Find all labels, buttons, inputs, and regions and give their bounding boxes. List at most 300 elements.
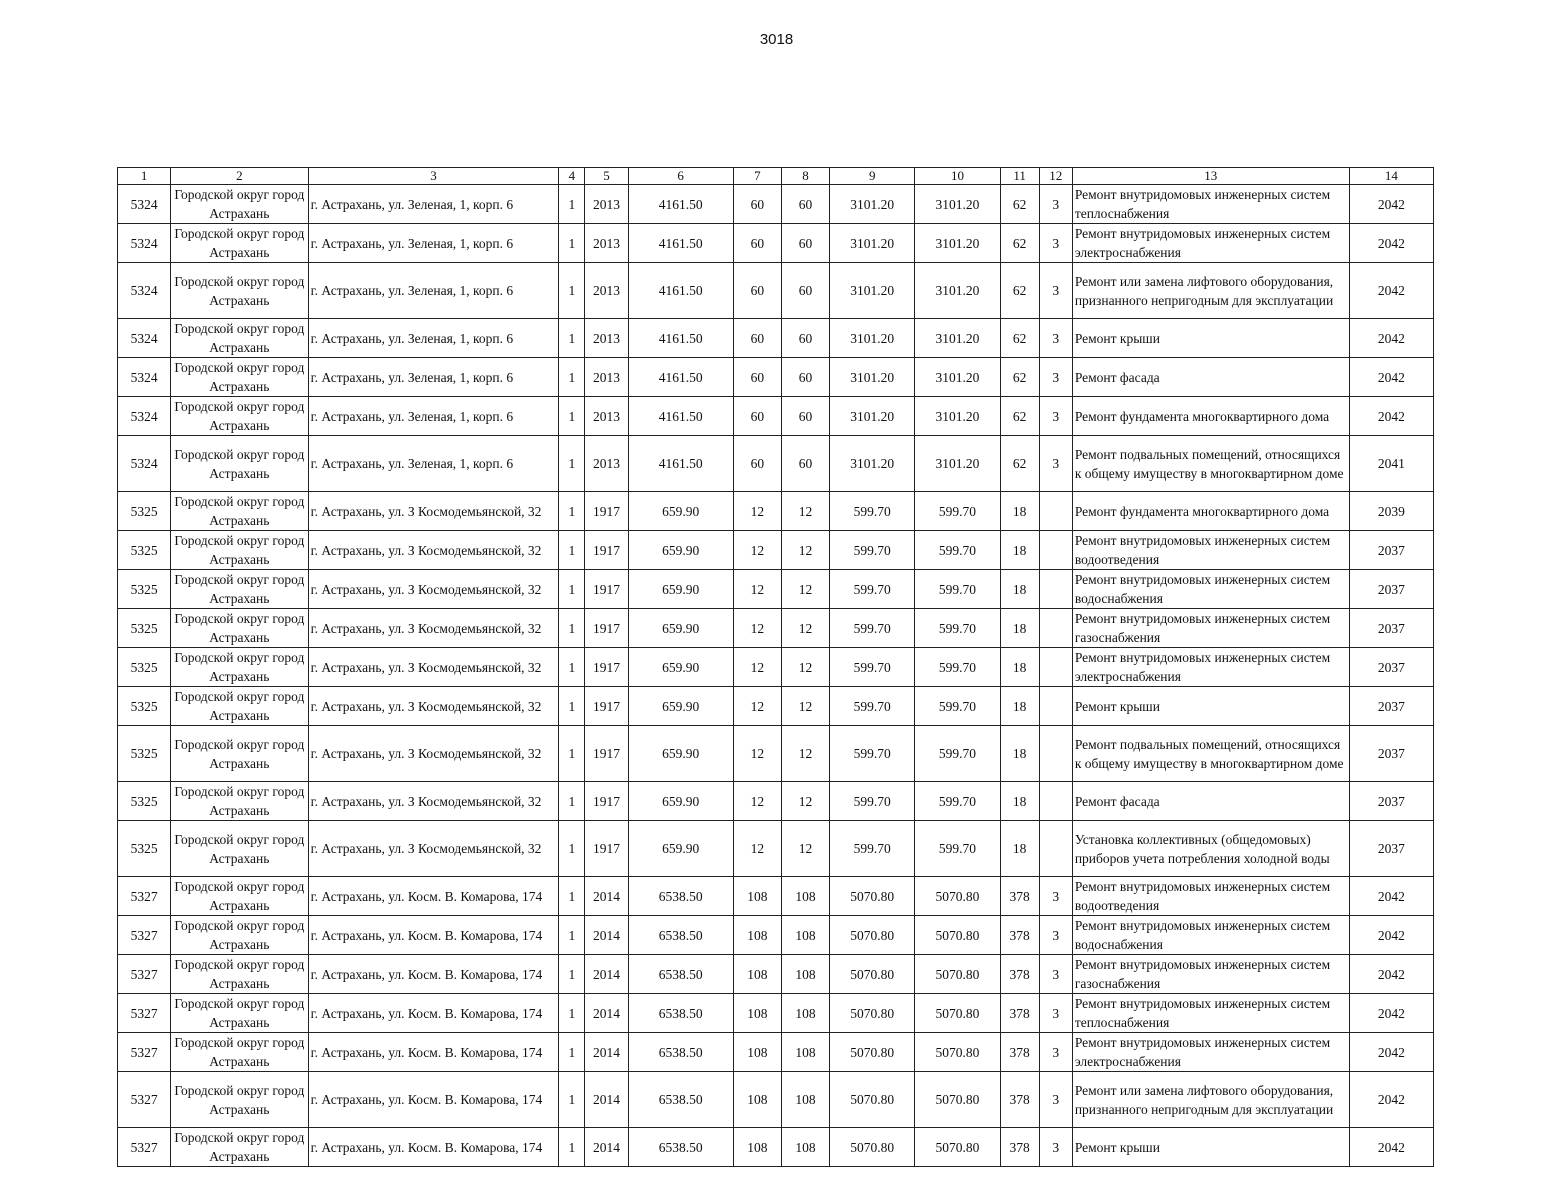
col8-cell: 12 [781, 782, 829, 821]
col8-cell: 60 [781, 224, 829, 263]
col8-cell: 108 [781, 994, 829, 1033]
col4-cell: 1 [559, 397, 585, 436]
column-header: 9 [830, 168, 915, 185]
address-cell: г. Астрахань, ул. З Космодемьянской, 32 [308, 531, 559, 570]
column-header: 1 [118, 168, 171, 185]
address-cell: г. Астрахань, ул. З Космодемьянской, 32 [308, 821, 559, 877]
column-header: 2 [171, 168, 308, 185]
table-row [118, 263, 1434, 319]
col11-cell: 62 [1000, 319, 1039, 358]
record-id-cell: 5325 [118, 570, 171, 609]
column-header: 5 [585, 168, 628, 185]
col8-cell: 12 [781, 648, 829, 687]
col12-cell: 3 [1039, 1072, 1072, 1128]
area-cell: 6538.50 [628, 994, 733, 1033]
table-row [118, 1033, 1434, 1072]
col12-cell: 3 [1039, 319, 1072, 358]
col9-cell: 5070.80 [830, 877, 915, 916]
col9-cell: 3101.20 [830, 358, 915, 397]
address-cell: г. Астрахань, ул. Косм. В. Комарова, 174 [308, 877, 559, 916]
col7-cell: 12 [733, 570, 781, 609]
page-number: 3018 [759, 31, 794, 48]
address-cell: г. Астрахань, ул. Зеленая, 1, корп. 6 [308, 224, 559, 263]
col12-cell [1039, 726, 1072, 782]
year-cell: 1917 [585, 782, 628, 821]
table-row [118, 1072, 1434, 1128]
col4-cell: 1 [559, 994, 585, 1033]
record-id-cell: 5327 [118, 1072, 171, 1128]
col7-cell: 108 [733, 1072, 781, 1128]
municipality-cell: Городской округ город Астрахань [171, 648, 308, 687]
col7-cell: 12 [733, 726, 781, 782]
plan-year-cell: 2037 [1349, 782, 1433, 821]
col12-cell: 3 [1039, 916, 1072, 955]
col8-cell: 108 [781, 1128, 829, 1167]
area-cell: 4161.50 [628, 397, 733, 436]
work-type-cell: Ремонт фасада [1072, 358, 1349, 397]
col8-cell: 12 [781, 726, 829, 782]
col12-cell [1039, 782, 1072, 821]
address-cell: г. Астрахань, ул. Зеленая, 1, корп. 6 [308, 185, 559, 224]
col4-cell: 1 [559, 436, 585, 492]
plan-year-cell: 2042 [1349, 1033, 1433, 1072]
col12-cell: 3 [1039, 1128, 1072, 1167]
col7-cell: 12 [733, 782, 781, 821]
col8-cell: 12 [781, 821, 829, 877]
col11-cell: 18 [1000, 726, 1039, 782]
address-cell: г. Астрахань, ул. Косм. В. Комарова, 174 [308, 1033, 559, 1072]
table-row [118, 224, 1434, 263]
col4-cell: 1 [559, 648, 585, 687]
record-id-cell: 5324 [118, 319, 171, 358]
column-header: 12 [1039, 168, 1072, 185]
work-type-cell: Ремонт фундамента многоквартирного дома [1072, 397, 1349, 436]
col9-cell: 5070.80 [830, 1072, 915, 1128]
col4-cell: 1 [559, 492, 585, 531]
col12-cell: 3 [1039, 397, 1072, 436]
plan-year-cell: 2042 [1349, 358, 1433, 397]
col8-cell: 108 [781, 1072, 829, 1128]
address-cell: г. Астрахань, ул. З Космодемьянской, 32 [308, 782, 559, 821]
work-type-cell: Ремонт крыши [1072, 319, 1349, 358]
col10-cell: 3101.20 [915, 319, 1000, 358]
col4-cell: 1 [559, 687, 585, 726]
municipality-cell: Городской округ город Астрахань [171, 570, 308, 609]
col8-cell: 108 [781, 877, 829, 916]
col12-cell [1039, 687, 1072, 726]
table-row [118, 994, 1434, 1033]
record-id-cell: 5325 [118, 687, 171, 726]
col12-cell [1039, 531, 1072, 570]
plan-year-cell: 2042 [1349, 994, 1433, 1033]
table-row [118, 1128, 1434, 1167]
col9-cell: 599.70 [830, 570, 915, 609]
plan-year-cell: 2037 [1349, 648, 1433, 687]
col4-cell: 1 [559, 955, 585, 994]
col4-cell: 1 [559, 726, 585, 782]
col4-cell: 1 [559, 319, 585, 358]
municipality-cell: Городской округ город Астрахань [171, 397, 308, 436]
record-id-cell: 5327 [118, 877, 171, 916]
col10-cell: 599.70 [915, 687, 1000, 726]
col9-cell: 5070.80 [830, 994, 915, 1033]
municipality-cell: Городской округ город Астрахань [171, 687, 308, 726]
col9-cell: 3101.20 [830, 436, 915, 492]
municipality-cell: Городской округ город Астрахань [171, 492, 308, 531]
col11-cell: 62 [1000, 185, 1039, 224]
col8-cell: 12 [781, 531, 829, 570]
address-cell: г. Астрахань, ул. Косм. В. Комарова, 174 [308, 916, 559, 955]
address-cell: г. Астрахань, ул. З Космодемьянской, 32 [308, 687, 559, 726]
year-cell: 1917 [585, 492, 628, 531]
col7-cell: 60 [733, 436, 781, 492]
col10-cell: 5070.80 [915, 1033, 1000, 1072]
plan-year-cell: 2039 [1349, 492, 1433, 531]
table-row [118, 570, 1434, 609]
col11-cell: 62 [1000, 358, 1039, 397]
record-id-cell: 5325 [118, 726, 171, 782]
area-cell: 659.90 [628, 687, 733, 726]
area-cell: 4161.50 [628, 224, 733, 263]
record-id-cell: 5324 [118, 397, 171, 436]
col7-cell: 60 [733, 358, 781, 397]
col7-cell: 60 [733, 319, 781, 358]
col8-cell: 12 [781, 687, 829, 726]
col10-cell: 599.70 [915, 821, 1000, 877]
year-cell: 2013 [585, 263, 628, 319]
col9-cell: 599.70 [830, 782, 915, 821]
work-type-cell: Ремонт внутридомовых инженерных систем электроснабжения [1072, 648, 1349, 687]
table-body [118, 185, 1434, 1167]
col12-cell: 3 [1039, 877, 1072, 916]
address-cell: г. Астрахань, ул. Зеленая, 1, корп. 6 [308, 358, 559, 397]
col4-cell: 1 [559, 224, 585, 263]
column-header: 8 [781, 168, 829, 185]
work-type-cell: Ремонт внутридомовых инженерных систем водоотведения [1072, 877, 1349, 916]
col7-cell: 12 [733, 648, 781, 687]
work-type-cell: Ремонт внутридомовых инженерных систем теплоснабжения [1072, 185, 1349, 224]
address-cell: г. Астрахань, ул. Косм. В. Комарова, 174 [308, 994, 559, 1033]
col4-cell: 1 [559, 782, 585, 821]
col7-cell: 108 [733, 877, 781, 916]
area-cell: 4161.50 [628, 436, 733, 492]
col10-cell: 3101.20 [915, 263, 1000, 319]
col8-cell: 108 [781, 955, 829, 994]
year-cell: 2014 [585, 877, 628, 916]
work-type-cell: Ремонт внутридомовых инженерных систем водоснабжения [1072, 570, 1349, 609]
col12-cell [1039, 821, 1072, 877]
municipality-cell: Городской округ город Астрахань [171, 955, 308, 994]
plan-year-cell: 2037 [1349, 531, 1433, 570]
col10-cell: 599.70 [915, 570, 1000, 609]
col7-cell: 60 [733, 224, 781, 263]
col11-cell: 62 [1000, 263, 1039, 319]
area-cell: 659.90 [628, 609, 733, 648]
col4-cell: 1 [559, 531, 585, 570]
col9-cell: 599.70 [830, 531, 915, 570]
work-type-cell: Ремонт крыши [1072, 1128, 1349, 1167]
address-cell: г. Астрахань, ул. З Космодемьянской, 32 [308, 492, 559, 531]
col9-cell: 3101.20 [830, 185, 915, 224]
col7-cell: 60 [733, 185, 781, 224]
year-cell: 2014 [585, 1033, 628, 1072]
table-row [118, 358, 1434, 397]
col9-cell: 3101.20 [830, 319, 915, 358]
address-cell: г. Астрахань, ул. Зеленая, 1, корп. 6 [308, 319, 559, 358]
plan-year-cell: 2037 [1349, 687, 1433, 726]
col10-cell: 599.70 [915, 782, 1000, 821]
col9-cell: 599.70 [830, 726, 915, 782]
record-id-cell: 5325 [118, 492, 171, 531]
record-id-cell: 5327 [118, 955, 171, 994]
col7-cell: 108 [733, 1033, 781, 1072]
col8-cell: 12 [781, 570, 829, 609]
col10-cell: 3101.20 [915, 397, 1000, 436]
record-id-cell: 5324 [118, 185, 171, 224]
col9-cell: 599.70 [830, 821, 915, 877]
municipality-cell: Городской округ город Астрахань [171, 916, 308, 955]
table-row [118, 877, 1434, 916]
column-header: 3 [308, 168, 559, 185]
municipality-cell: Городской округ город Астрахань [171, 782, 308, 821]
col11-cell: 378 [1000, 1072, 1039, 1128]
year-cell: 1917 [585, 648, 628, 687]
col10-cell: 599.70 [915, 531, 1000, 570]
plan-year-cell: 2042 [1349, 319, 1433, 358]
work-type-cell: Ремонт фасада [1072, 782, 1349, 821]
col11-cell: 18 [1000, 492, 1039, 531]
col7-cell: 12 [733, 821, 781, 877]
work-type-cell: Ремонт внутридомовых инженерных систем газоснабжения [1072, 955, 1349, 994]
year-cell: 1917 [585, 609, 628, 648]
col7-cell: 108 [733, 955, 781, 994]
col4-cell: 1 [559, 1072, 585, 1128]
table-row [118, 782, 1434, 821]
col7-cell: 12 [733, 687, 781, 726]
municipality-cell: Городской округ город Астрахань [171, 319, 308, 358]
work-type-cell: Ремонт внутридомовых инженерных систем теплоснабжения [1072, 994, 1349, 1033]
col10-cell: 5070.80 [915, 994, 1000, 1033]
record-id-cell: 5327 [118, 1033, 171, 1072]
municipality-cell: Городской округ город Астрахань [171, 224, 308, 263]
col9-cell: 3101.20 [830, 224, 915, 263]
table-row [118, 397, 1434, 436]
year-cell: 2014 [585, 994, 628, 1033]
plan-year-cell: 2042 [1349, 916, 1433, 955]
area-cell: 4161.50 [628, 185, 733, 224]
col9-cell: 3101.20 [830, 397, 915, 436]
year-cell: 2013 [585, 397, 628, 436]
area-cell: 6538.50 [628, 1072, 733, 1128]
col11-cell: 18 [1000, 782, 1039, 821]
year-cell: 2013 [585, 358, 628, 397]
plan-year-cell: 2037 [1349, 821, 1433, 877]
col11-cell: 62 [1000, 436, 1039, 492]
work-type-cell: Ремонт или замена лифтового оборудования, признанного непригодным для эксплуатации [1072, 263, 1349, 319]
col12-cell [1039, 648, 1072, 687]
col11-cell: 18 [1000, 570, 1039, 609]
municipality-cell: Городской округ город Астрахань [171, 185, 308, 224]
col10-cell: 3101.20 [915, 436, 1000, 492]
col9-cell: 5070.80 [830, 955, 915, 994]
col11-cell: 18 [1000, 821, 1039, 877]
col12-cell: 3 [1039, 185, 1072, 224]
work-type-cell: Ремонт крыши [1072, 687, 1349, 726]
table-row [118, 821, 1434, 877]
municipality-cell: Городской округ город Астрахань [171, 1033, 308, 1072]
col4-cell: 1 [559, 877, 585, 916]
area-cell: 659.90 [628, 531, 733, 570]
record-id-cell: 5327 [118, 994, 171, 1033]
municipality-cell: Городской округ город Астрахань [171, 263, 308, 319]
col11-cell: 18 [1000, 609, 1039, 648]
col8-cell: 60 [781, 319, 829, 358]
column-header: 7 [733, 168, 781, 185]
col10-cell: 599.70 [915, 726, 1000, 782]
year-cell: 2013 [585, 224, 628, 263]
plan-year-cell: 2042 [1349, 185, 1433, 224]
record-id-cell: 5327 [118, 916, 171, 955]
area-cell: 659.90 [628, 726, 733, 782]
municipality-cell: Городской округ город Астрахань [171, 726, 308, 782]
col7-cell: 12 [733, 492, 781, 531]
work-type-cell: Ремонт внутридомовых инженерных систем электроснабжения [1072, 1033, 1349, 1072]
col10-cell: 5070.80 [915, 877, 1000, 916]
col4-cell: 1 [559, 358, 585, 397]
work-type-cell: Ремонт подвальных помещений, относящихся к общему имуществу в многоквартирном доме [1072, 726, 1349, 782]
col10-cell: 5070.80 [915, 916, 1000, 955]
col9-cell: 5070.80 [830, 916, 915, 955]
repair-program-table [117, 167, 1434, 1167]
col12-cell [1039, 492, 1072, 531]
col11-cell: 378 [1000, 877, 1039, 916]
col4-cell: 1 [559, 821, 585, 877]
year-cell: 2014 [585, 916, 628, 955]
col8-cell: 60 [781, 185, 829, 224]
col8-cell: 60 [781, 397, 829, 436]
record-id-cell: 5324 [118, 436, 171, 492]
area-cell: 4161.50 [628, 319, 733, 358]
col10-cell: 3101.20 [915, 358, 1000, 397]
table-row [118, 492, 1434, 531]
column-header: 10 [915, 168, 1000, 185]
col11-cell: 62 [1000, 397, 1039, 436]
col12-cell: 3 [1039, 358, 1072, 397]
col10-cell: 3101.20 [915, 185, 1000, 224]
plan-year-cell: 2037 [1349, 570, 1433, 609]
col7-cell: 108 [733, 994, 781, 1033]
plan-year-cell: 2041 [1349, 436, 1433, 492]
municipality-cell: Городской округ город Астрахань [171, 877, 308, 916]
plan-year-cell: 2042 [1349, 877, 1433, 916]
address-cell: г. Астрахань, ул. З Космодемьянской, 32 [308, 726, 559, 782]
record-id-cell: 5324 [118, 224, 171, 263]
work-type-cell: Установка коллективных (общедомовых) приборов учета потребления холодной воды [1072, 821, 1349, 877]
col10-cell: 599.70 [915, 648, 1000, 687]
work-type-cell: Ремонт подвальных помещений, относящихся к общему имуществу в многоквартирном доме [1072, 436, 1349, 492]
municipality-cell: Городской округ город Астрахань [171, 994, 308, 1033]
col11-cell: 18 [1000, 531, 1039, 570]
table-row [118, 916, 1434, 955]
work-type-cell: Ремонт или замена лифтового оборудования, признанного непригодным для эксплуатации [1072, 1072, 1349, 1128]
area-cell: 659.90 [628, 570, 733, 609]
col11-cell: 18 [1000, 648, 1039, 687]
plan-year-cell: 2042 [1349, 1128, 1433, 1167]
municipality-cell: Городской округ город Астрахань [171, 531, 308, 570]
col7-cell: 108 [733, 916, 781, 955]
area-cell: 6538.50 [628, 877, 733, 916]
area-cell: 659.90 [628, 782, 733, 821]
year-cell: 2013 [585, 185, 628, 224]
plan-year-cell: 2042 [1349, 224, 1433, 263]
plan-year-cell: 2037 [1349, 609, 1433, 648]
col10-cell: 599.70 [915, 609, 1000, 648]
area-cell: 4161.50 [628, 263, 733, 319]
col9-cell: 5070.80 [830, 1128, 915, 1167]
col12-cell [1039, 570, 1072, 609]
area-cell: 6538.50 [628, 1128, 733, 1167]
address-cell: г. Астрахань, ул. Зеленая, 1, корп. 6 [308, 436, 559, 492]
col9-cell: 599.70 [830, 648, 915, 687]
area-cell: 659.90 [628, 492, 733, 531]
column-header: 6 [628, 168, 733, 185]
col10-cell: 5070.80 [915, 1072, 1000, 1128]
col8-cell: 108 [781, 1033, 829, 1072]
address-cell: г. Астрахань, ул. Косм. В. Комарова, 174 [308, 1072, 559, 1128]
municipality-cell: Городской округ город Астрахань [171, 1072, 308, 1128]
col4-cell: 1 [559, 570, 585, 609]
record-id-cell: 5325 [118, 531, 171, 570]
table-row [118, 436, 1434, 492]
col8-cell: 12 [781, 609, 829, 648]
col12-cell: 3 [1039, 436, 1072, 492]
work-type-cell: Ремонт внутридомовых инженерных систем водоотведения [1072, 531, 1349, 570]
address-cell: г. Астрахань, ул. Косм. В. Комарова, 174 [308, 1128, 559, 1167]
table-row [118, 185, 1434, 224]
year-cell: 1917 [585, 821, 628, 877]
col8-cell: 60 [781, 436, 829, 492]
col7-cell: 12 [733, 531, 781, 570]
address-cell: г. Астрахань, ул. Косм. В. Комарова, 174 [308, 955, 559, 994]
col4-cell: 1 [559, 916, 585, 955]
table-row [118, 319, 1434, 358]
year-cell: 2014 [585, 955, 628, 994]
year-cell: 1917 [585, 687, 628, 726]
col9-cell: 599.70 [830, 609, 915, 648]
col4-cell: 1 [559, 1033, 585, 1072]
col11-cell: 62 [1000, 224, 1039, 263]
year-cell: 2013 [585, 436, 628, 492]
col4-cell: 1 [559, 185, 585, 224]
col10-cell: 5070.80 [915, 955, 1000, 994]
col9-cell: 3101.20 [830, 263, 915, 319]
address-cell: г. Астрахань, ул. З Космодемьянской, 32 [308, 648, 559, 687]
plan-year-cell: 2042 [1349, 263, 1433, 319]
col9-cell: 5070.80 [830, 1033, 915, 1072]
record-id-cell: 5324 [118, 358, 171, 397]
col7-cell: 108 [733, 1128, 781, 1167]
col11-cell: 378 [1000, 994, 1039, 1033]
work-type-cell: Ремонт внутридомовых инженерных систем водоснабжения [1072, 916, 1349, 955]
col10-cell: 5070.80 [915, 1128, 1000, 1167]
address-cell: г. Астрахань, ул. З Космодемьянской, 32 [308, 570, 559, 609]
plan-year-cell: 2042 [1349, 397, 1433, 436]
record-id-cell: 5325 [118, 648, 171, 687]
col9-cell: 599.70 [830, 687, 915, 726]
col11-cell: 378 [1000, 1128, 1039, 1167]
col7-cell: 60 [733, 397, 781, 436]
area-cell: 659.90 [628, 821, 733, 877]
